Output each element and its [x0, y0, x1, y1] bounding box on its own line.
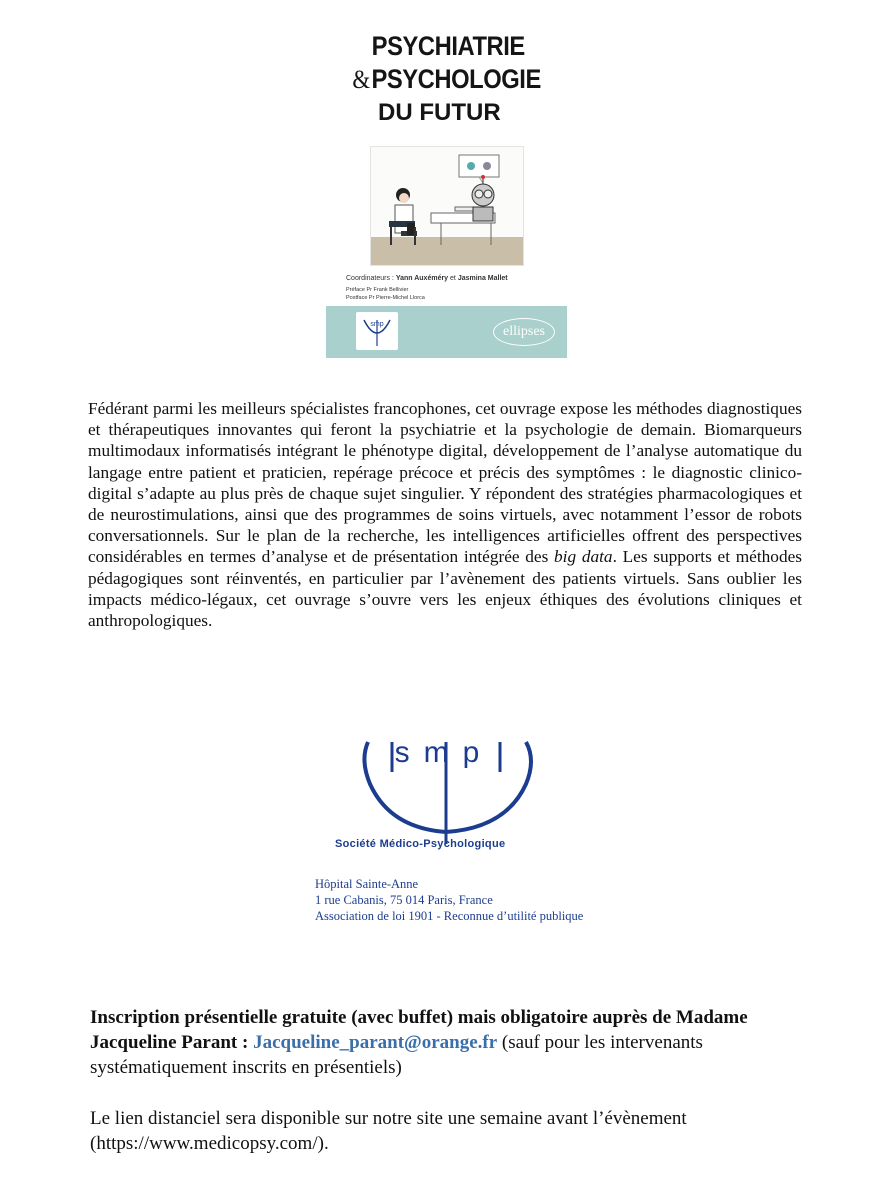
address-line3: Association de loi 1901 - Reconnue d’utilité publique [315, 909, 584, 923]
cover-postface: Postface Pr Pierre-Michel Llorca [346, 295, 425, 301]
book-title-line1: PSYCHIATRIE [371, 31, 525, 61]
address-line1: Hôpital Sainte-Anne [315, 877, 419, 891]
book-title-psychologie: PSYCHOLOGIE [371, 64, 541, 94]
book-description [88, 398, 802, 631]
registration-notice [90, 1005, 810, 1080]
remote-link-note: Le lien distanciel sera disponible sur notre site une semaine avant l’évènement (https://www.medicopsy.com/). [90, 1108, 687, 1154]
cover-smp-logo [356, 312, 398, 350]
cover-illustration [370, 146, 524, 266]
email-link[interactable]: Jacqueline_parant@orange.fr [253, 1032, 498, 1053]
cover-coordinators: Coordinateurs : Yann Auxéméry et Jasmina Mallet [346, 275, 508, 282]
book-title-line3: DU FUTUR [378, 99, 501, 126]
book-title-ampersand: & [352, 65, 370, 94]
publisher-logo: ellipses [493, 318, 555, 346]
registration-note: (sauf pour les intervenants systématiquement inscrits en présentiels) [90, 1032, 703, 1078]
svg-text:smp: smp [370, 321, 384, 328]
address-line2: 1 rue Cabanis, 75 014 Paris, France [315, 893, 493, 907]
description-italic: big data [554, 547, 613, 567]
doctor-robot-illustration [371, 147, 523, 265]
book-title [340, 30, 560, 129]
cover-band [326, 306, 567, 358]
book-title-line2 [340, 63, 541, 96]
smp-logo-text: smp [394, 736, 494, 769]
registration-bold: Inscription présentielle gratuite (avec buffet) mais obligatoire auprès de Madame Jacqueline Parant : [90, 1007, 748, 1053]
society-name: Société Médico-Psychologique [335, 838, 506, 850]
book-cover [326, 144, 567, 358]
description-part2: . Les supports et méthodes pédagogiques sont réinventés, en particulier par l’avènement des patients virtuels. Sans oublier les impacts médico-légaux, cet ouvrage s’ouvre vers les enjeux éthiques des évolutions cliniques et anthropologiques. [88, 547, 802, 631]
cover-preface: Préface Pr Frank Bellivier [346, 287, 409, 293]
cover-credits [346, 274, 508, 302]
cover-smp-icon [356, 312, 398, 350]
description-part1: Fédérant parmi les meilleurs spécialistes francophones, cet ouvrage expose les méthodes diagnostiques et thérapeutiques innovantes qui feront la psychiatrie et la psychologie de demain. Biomarqueurs multimodaux informatisés intégrant le phénotype digital, développement de l’analyse automatique du langage entre patient et praticien, repérage précoce et précis des symptômes : le diagnostic clinico-digital s’adapte au plus près de chaque sujet singulier. Y répondent des stratégies pharmacologiques et de neurostimulations, ainsi que des programmes de soins virtuels, avec notamment l’essor de robots conversationnels. Sur le plan de la recherche, les intelligences artificielles offrent des perspectives considérables en termes d’analyse et de présentation intégrée des [88, 399, 802, 567]
society-address [315, 876, 583, 924]
